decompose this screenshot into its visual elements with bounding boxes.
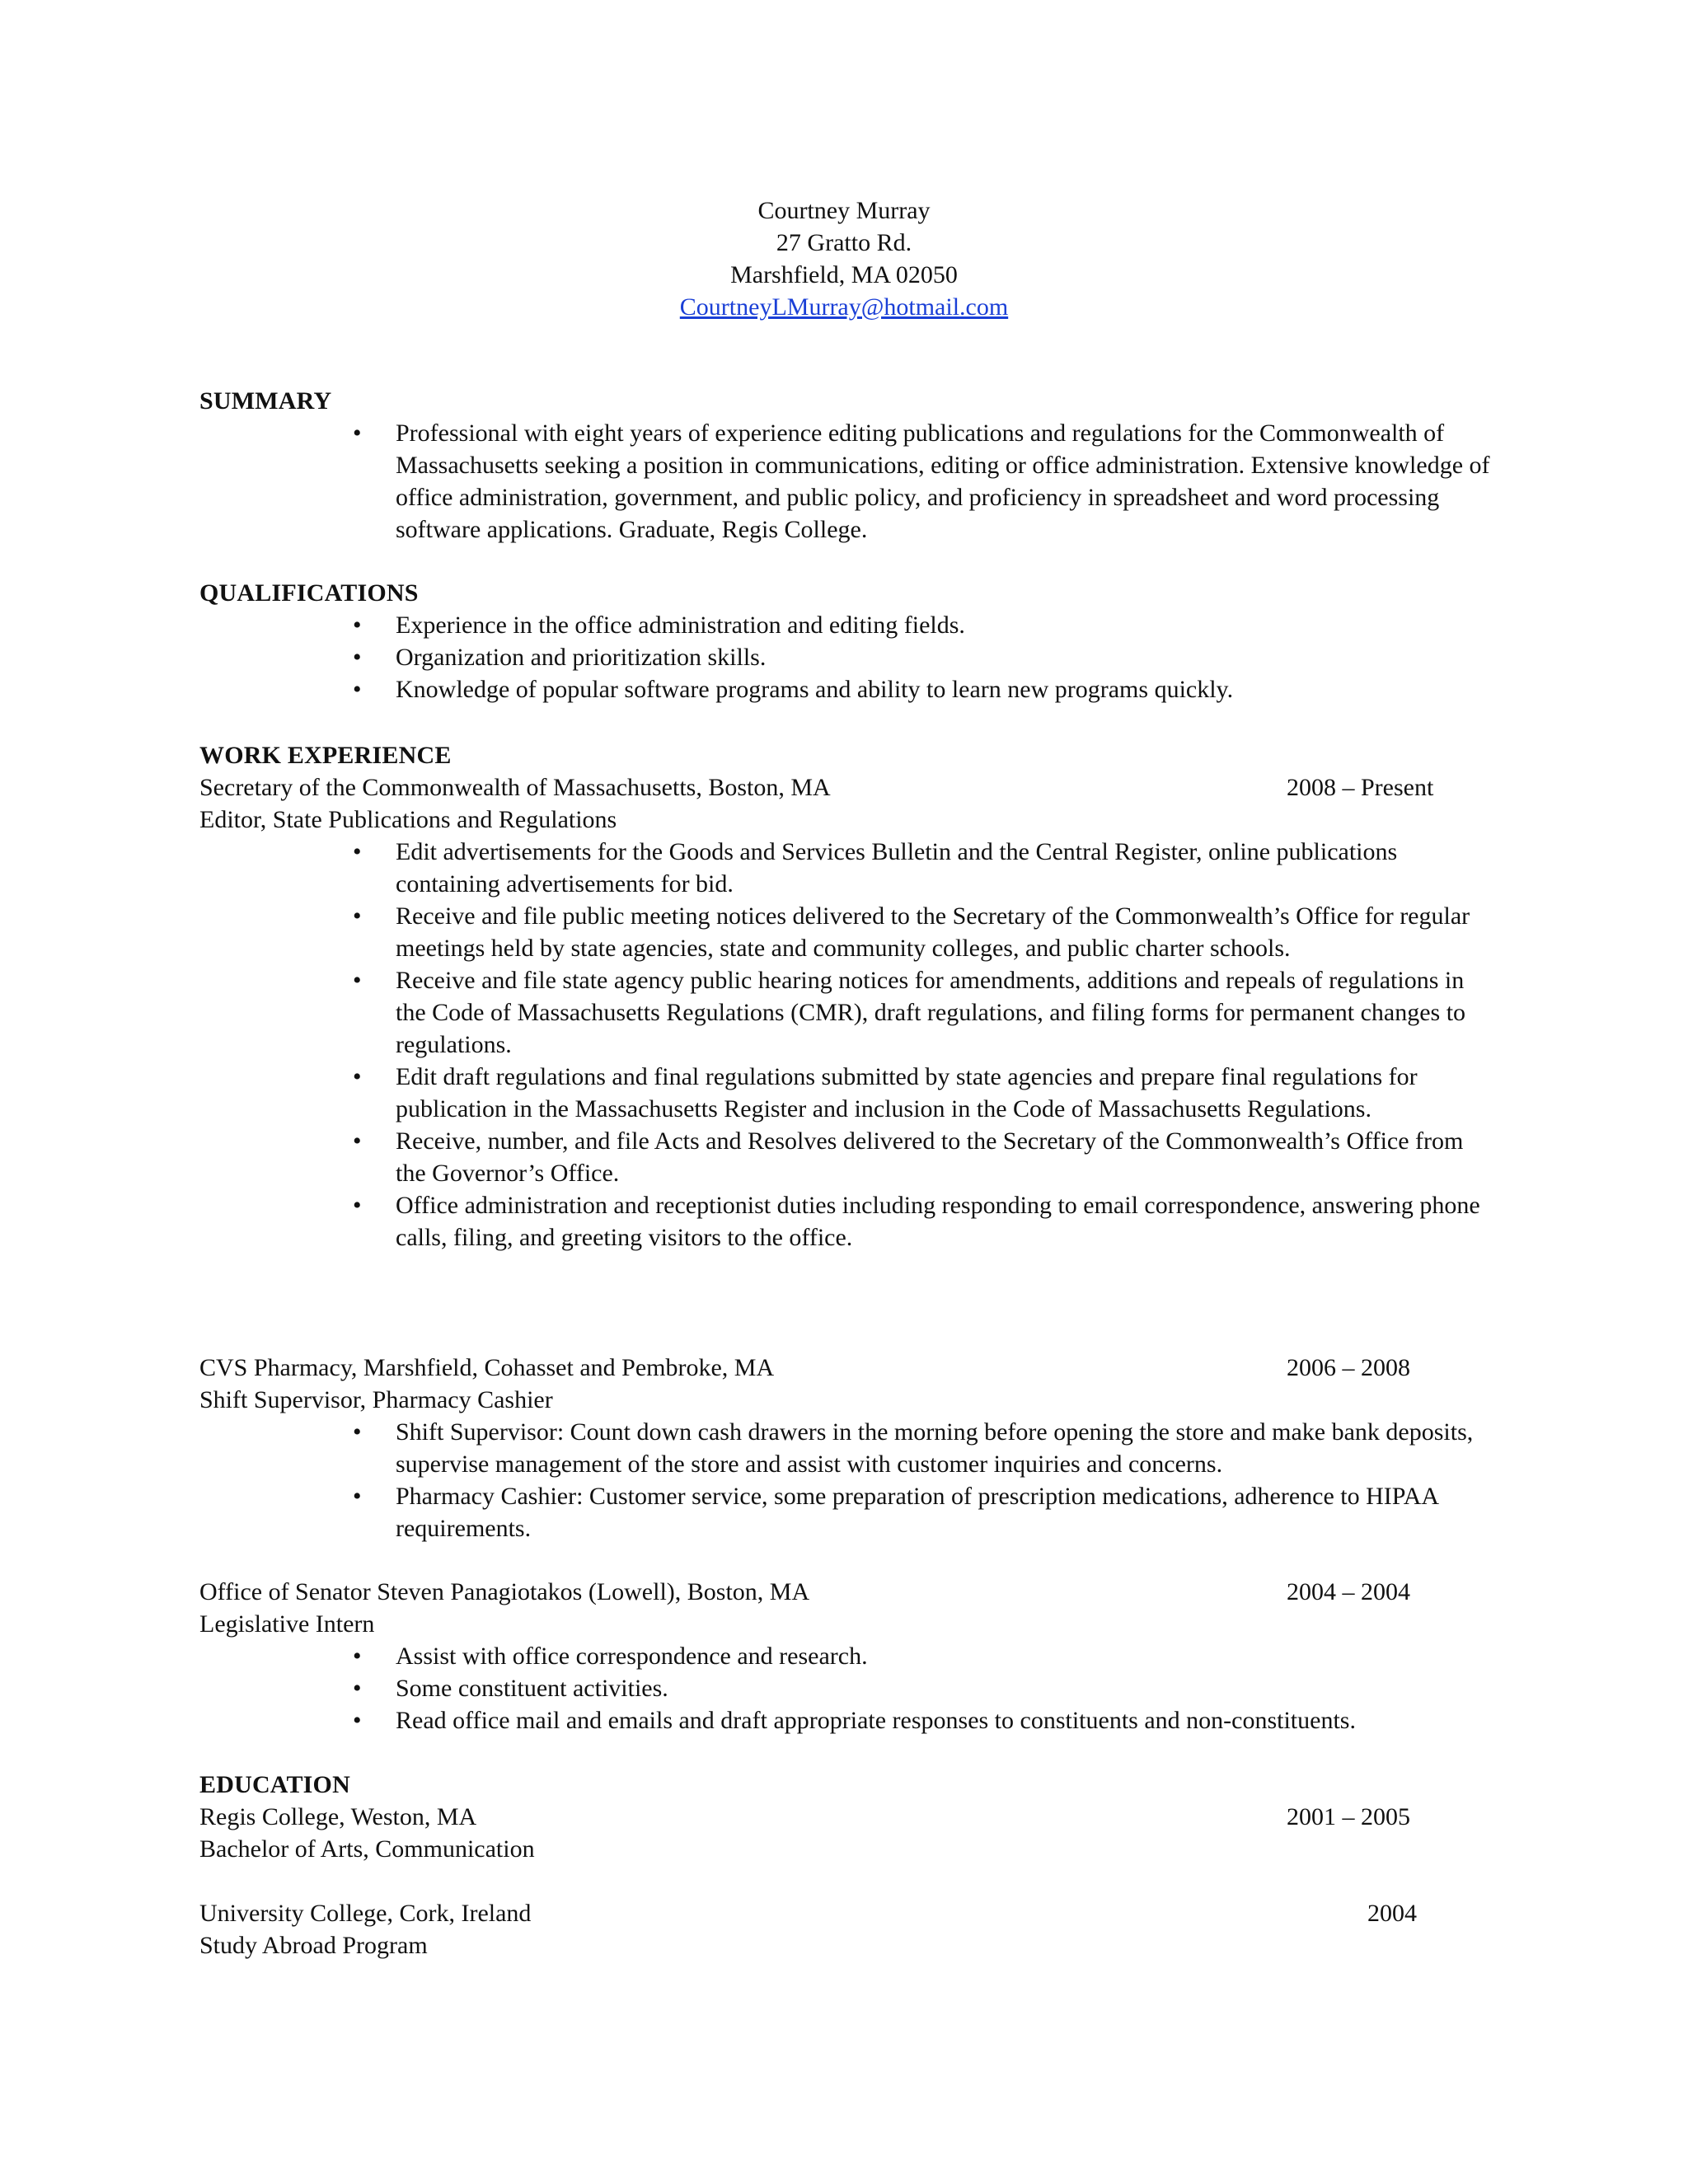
street-address: 27 Gratto Rd. (776, 229, 912, 256)
job-role: Legislative Intern (199, 1610, 375, 1638)
job-duty-bullet: • Some constituent activities. (199, 1672, 1493, 1704)
summary-heading: SUMMARY (199, 387, 332, 415)
job-duty-bullet: • Shift Supervisor: Count down cash drawers in the morning before opening the store and make bank deposits, supervise management of the store and assist with customer inquiries and concerns. (199, 1416, 1493, 1480)
job-role: Editor, State Publications and Regulations (199, 806, 617, 833)
qualification-bullet: • Organization and prioritization skills. (199, 641, 1493, 673)
qualifications-heading: QUALIFICATIONS (199, 579, 419, 607)
job-duty-bullet: • Edit draft regulations and final regulations submitted by state agencies and prepare final regulations for publication in the Massachusetts Register and inclusion in the Code of Massachusetts Regulations. (199, 1061, 1493, 1125)
job-entry (199, 1352, 1493, 1416)
education-dates: 2001 – 2005 (1287, 1803, 1410, 1830)
job-duty-bullet: • Receive and file public meeting notices delivered to the Secretary of the Commonwealth’s Office for regular meetings held by state agencies, state and community colleges, and public charter schools. (199, 900, 1493, 964)
job-employer: Secretary of the Commonwealth of Massachusetts, Boston, MA (199, 774, 831, 801)
email-link[interactable]: CourtneyLMurray@hotmail.com (679, 293, 1009, 321)
job-duty-bullet: • Receive, number, and file Acts and Resolves delivered to the Secretary of the Commonwealth’s Office from the Governor’s Office. (199, 1125, 1493, 1189)
qualifications-list (199, 609, 1493, 705)
education-entry (199, 1801, 1493, 1865)
job-duty-bullet: • Receive and file state agency public hearing notices for amendments, additions and repeals of regulations in the Code of Massachusetts Regulations (CMR), draft regulations, and filing forms for permanent changes to regulations. (199, 964, 1493, 1061)
job-duty-bullet: • Assist with office correspondence and research. (199, 1640, 1493, 1672)
degree: Bachelor of Arts, Communication (199, 1835, 535, 1863)
job-employer: CVS Pharmacy, Marshfield, Cohasset and Pembroke, MA (199, 1354, 775, 1381)
qualification-bullet: • Experience in the office administration and editing fields. (199, 609, 1493, 641)
job-role: Shift Supervisor, Pharmacy Cashier (199, 1386, 553, 1413)
school-name: University College, Cork, Ireland (199, 1900, 532, 1927)
job-duty-bullet: • Edit advertisements for the Goods and Services Bulletin and the Central Register, online publications containing advertisements for bid. (199, 836, 1493, 900)
job-duties-list (199, 1416, 1493, 1544)
education-heading: EDUCATION (199, 1771, 350, 1798)
school-name: Regis College, Weston, MA (199, 1803, 477, 1830)
contact-header (0, 194, 1688, 323)
education-entry (199, 1897, 1493, 1961)
work-experience-heading: WORK EXPERIENCE (199, 742, 452, 769)
job-duty-bullet: • Office administration and receptionist duties including responding to email correspondence, answering phone calls, filing, and greeting visitors to the office. (199, 1189, 1493, 1254)
job-employer: Office of Senator Steven Panagiotakos (Lowell), Boston, MA (199, 1578, 810, 1605)
job-duties-list (199, 1640, 1493, 1736)
job-dates: 2006 – 2008 (1287, 1354, 1410, 1381)
summary-bullet: • Professional with eight years of experience editing publications and regulations for the Commonwealth of Massachusetts seeking a position in communications, editing or office administration. Extensive knowledge of office administration, government, and public policy, and proficiency in spreadsheet and word processing software applications. Graduate, Regis College. (199, 417, 1493, 546)
job-entry (199, 1576, 1493, 1640)
job-duties-list (199, 836, 1493, 1254)
job-duty-bullet: • Pharmacy Cashier: Customer service, some preparation of prescription medications, adherence to HIPAA requirements. (199, 1480, 1493, 1544)
program: Study Abroad Program (199, 1932, 428, 1959)
job-dates: 2004 – 2004 (1287, 1578, 1410, 1605)
job-duty-bullet: • Read office mail and emails and draft appropriate responses to constituents and non-constituents. (199, 1704, 1493, 1736)
city-state-zip: Marshfield, MA 02050 (730, 261, 958, 288)
job-dates: 2008 – Present (1287, 774, 1434, 801)
applicant-name: Courtney Murray (757, 197, 931, 224)
qualification-bullet: • Knowledge of popular software programs and ability to learn new programs quickly. (199, 673, 1493, 705)
job-entry (199, 771, 1493, 836)
summary-list (199, 417, 1493, 546)
education-dates: 2004 (1367, 1900, 1417, 1927)
